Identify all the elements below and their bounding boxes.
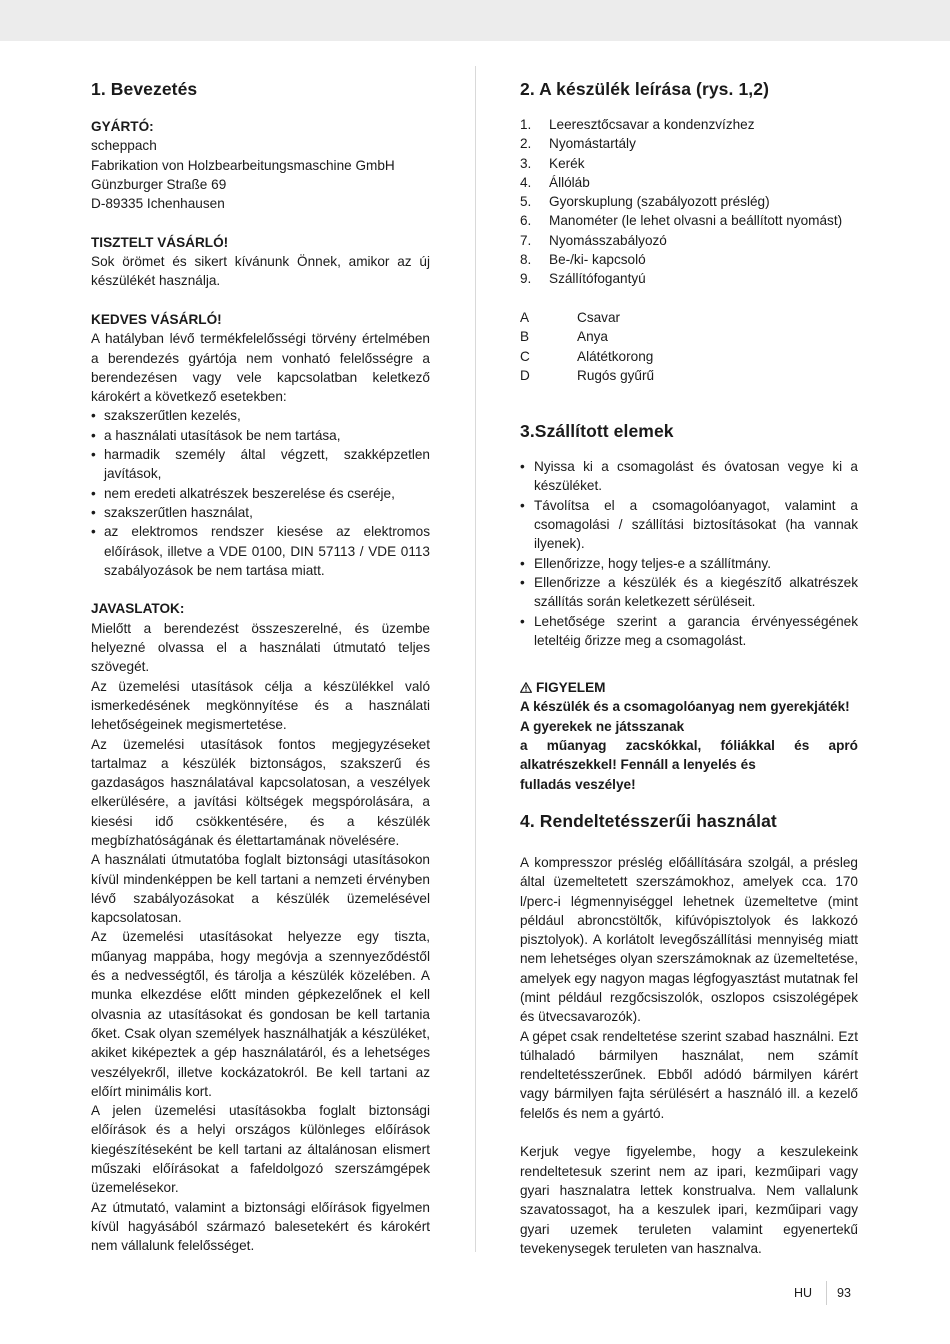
manufacturer-heading: GYÁRTÓ:	[91, 119, 154, 134]
list-item: • Ellenőrizze a készülék és a kiegészítő alkatrészek szállítás során keletkezett sérüléseit.	[520, 573, 858, 612]
list-item: 7. Nyomásszabályozó	[520, 232, 667, 248]
footer-separator	[826, 1281, 827, 1305]
usage-paragraph: A kompresszor préslég előállítására szolgál, a présleg által üzemeltetett szerszámokhoz, amelyek cca. 170 l/perc-i légmennyiséggel lehetnek üzemeltetve (mint például abroncstöltők, kifúvópisztolyok és lakkozó pisztolyok). A korlátolt levegőszállítási mennyiség miatt nem lehetséges olyan szerszámoknak az üzemeltetése, amelyek egy nagyon magas légfogyasztást mutatnak fel (mint például rezgőcsiszolók, oszlopos csiszolégépek és ütvecsavarozók).	[520, 854, 858, 1025]
recommendation-paragraph: Az üzemelési utasításokat helyezze egy tiszta, műanyag mappába, hogy megóvja a szennyeződéstől és a nedvességtől, és tárolja a készülék közelében. A munka elkezdése előtt minden gépkezelőnek el kell olvasnia az utasításokat és gondosan be kell tartania őket. Csak olyan személyek használhatják a készüléket, akiket kiképeztek a gép használatáról, és a lehetséges veszélyekről, illetve kockázatokról. Be kell tartani az előírt minimális kort.	[91, 929, 430, 1099]
list-item: • szakszerűtlen kezelés,	[91, 406, 430, 425]
liability-block	[91, 310, 430, 580]
list-item: • Távolítsa el a csomagolóanyagot, valamint a csomagolási / szállítási biztosításokat (ha vannak ilyenek).	[520, 496, 858, 554]
recommendations-heading: JAVASLATOK:	[91, 601, 185, 617]
list-item: • szakszerűtlen használat,	[91, 503, 430, 522]
dear-customer-heading: TISZTELT VÁSÁRLÓ!	[91, 234, 229, 250]
recommendation-paragraph: Az üzemelési utasítások célja a készülékkel való ismerkedésének megkönnyítése és a használati lehetőségeinek megismertetése.	[91, 678, 430, 733]
list-item: 1. Leeresztőcsavar a kondenzvízhez	[520, 117, 755, 132]
list-item: • harmadik személy által végzett, szakképzetlen javítások,	[91, 445, 430, 484]
warning-block	[520, 678, 858, 794]
section-1-title: 1. Bevezetés	[91, 79, 198, 99]
language-code: HU	[794, 1286, 813, 1300]
warning-line: a műanyag zacskókkal, fóliákkal és apró alkatrészekkel! Fennáll a lenyelés és	[520, 738, 858, 773]
manufacturer-line: D-89335 Ichenhausen	[91, 196, 225, 212]
list-item: 2. Nyomástartály	[520, 136, 636, 152]
section-2-title: 2. A készülék leírása (rys. 1,2)	[520, 79, 769, 99]
warning-line: A gyerekek ne játsszanak	[520, 718, 685, 734]
recommendation-paragraph: A használati útmutatóba foglalt biztonsági utasításokon kívül mindenképpen be kell tartani a nemzeti érvényben lévő szabályozásokat a készülék üzemelésével kapcsolatosan.	[91, 852, 430, 926]
warning-triangle-icon	[520, 682, 532, 693]
top-header-bar	[0, 0, 950, 41]
parts-lettered-list	[520, 308, 858, 385]
recommendation-paragraph: A jelen üzemelési utasításokba foglalt biztonsági előírások és a helyi országos különleges előírások kiegészítéseként be kell tartani az általánosan elismert műszaki előírásokat a fafeldolgozó szerszámgépek üzemelésekor.	[91, 1103, 430, 1196]
list-item: C Alátétkorong	[520, 348, 654, 364]
liability-heading: KEDVES VÁSÁRLÓ!	[91, 311, 222, 327]
list-item: 5. Gyorskuplung (szabályozott préslég)	[520, 194, 770, 210]
list-item: • az elektromos rendszer kiesése az elektromos előírások, illetve a VDE 0100, DIN 57113 / VDE 0113 szabályozások be nem tartása miatt.	[91, 522, 430, 580]
list-item: D Rugós gyűrű	[520, 367, 655, 383]
list-item: B Anya	[520, 329, 608, 345]
usage-paragraph: A gépet csak rendeltetése szerint szabad használni. Ezt túlhaladó bármilyen használat, nem számít rendeltetésszerűnek. Ebből adódó bármilyen kárért vagy bármilyen fajta sérülésért a használó ill. a kezelő felelős és nem a gyártó.	[520, 1028, 858, 1121]
dear-customer-block	[91, 233, 430, 291]
section-4-title: 4. Rendeltetésszerűi használat	[520, 810, 777, 831]
list-item: 9. Szállítófogantyú	[520, 271, 646, 287]
warning-heading: FIGYELEM	[536, 680, 606, 696]
list-item: • nem eredeti alkatrészek beszerelése és cseréje,	[91, 484, 430, 503]
dear-customer-text: Sok örömet és sikert kívánunk Önnek, amikor az új készülékét használja.	[91, 254, 430, 289]
manufacturer-line: scheppach	[91, 138, 157, 154]
warning-line: fulladás veszélye!	[520, 776, 636, 792]
recommendations-block	[91, 599, 430, 1255]
list-item: • Nyissa ki a csomagolást és óvatosan vegye ki a készüléket.	[520, 457, 858, 496]
page-number: 93	[837, 1286, 851, 1300]
column-divider	[475, 66, 476, 1252]
usage-paragraph: Kerjuk vegye figyelembe, hogy a keszulekeink rendeltetesuk szerint nem az ipari, kezműipari vagy gyari hasznalatra lettek konstrualva. Nem vallalunk szavatossagot, ha a keszulek ipari, kezműipari vagy gyari uzemek teruleten valamint egyenertekű tevekenysegek teruleten van hasznalva.	[520, 1144, 858, 1256]
section-3-title: 3.Szállított elemek	[520, 421, 674, 442]
liability-text: A hatályban lévő termékfelelősségi törvény értelmében a berendezés gyártója nem vonható felelősségre a berendezésen vagy vele kapcsolatban keletkező károkért a következő esetekben:	[91, 331, 430, 405]
liability-list	[91, 406, 430, 580]
list-item: • Ellenőrizze, hogy teljes-e a szállítmány.	[520, 554, 858, 573]
manufacturer-block	[91, 117, 430, 213]
page-footer	[0, 1284, 950, 1304]
list-item: 6. Manométer (le lehet olvasni a beállított nyomást)	[520, 213, 843, 229]
list-item: 8. Be-/ki- kapcsoló	[520, 252, 646, 268]
list-item: • Lehetősége szerint a garancia érvényességének leteltéig őrizze meg a csomagolást.	[520, 612, 858, 651]
recommendation-paragraph: Az üzemelési utasítások fontos megjegyzéseket tartalmaz a készülék biztonságos, szakszerű és gazdaságos használatával kapcsolatosan, a veszélyek elkerülésére, a javítási költségek megspórolására, a kiesési idő csökkentésére, és a készülék megbízhatóságának és élettartamának növelésére.	[91, 736, 430, 848]
right-column	[520, 76, 858, 1258]
left-column	[91, 76, 430, 1256]
list-item: A Csavar	[520, 309, 621, 325]
list-item: • a használati utasítások be nem tartása,	[91, 426, 430, 445]
list-item: 3. Kerék	[520, 155, 585, 171]
recommendation-paragraph: Mielőtt a berendezést összeszerelné, és üzembe helyezné olvassa el a használati útmutató teljes szövegét.	[91, 620, 430, 675]
delivery-list	[520, 457, 858, 650]
warning-line: A készülék és a csomagolóanyag nem gyerekjáték!	[520, 699, 850, 715]
recommendation-paragraph: Az útmutató, valamint a biztonsági előírások figyelmen kívül hagyásából származó balesetekért és károkért nem vállalunk felelősséget.	[91, 1199, 430, 1254]
manufacturer-line: Günzburger Straße 69	[91, 176, 227, 192]
parts-numbered-list	[520, 115, 858, 289]
warning-heading-row	[520, 678, 858, 697]
manufacturer-line: Fabrikation von Holzbearbeitungsmaschine GmbH	[91, 157, 395, 173]
list-item: 4. Állóláb	[520, 174, 590, 190]
